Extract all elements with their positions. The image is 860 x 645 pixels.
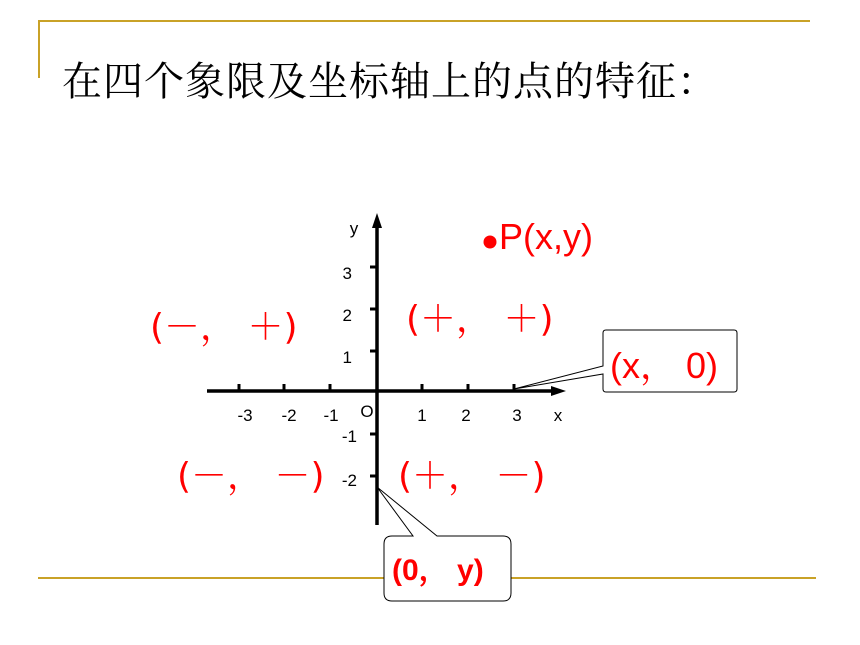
x-tick-label: -2	[281, 406, 297, 425]
x-tick-label: -3	[237, 406, 253, 425]
x-tick-label: 2	[461, 406, 471, 425]
quadrant-1-label: (＋， ＋)	[406, 299, 554, 340]
point-p-dot	[484, 236, 497, 249]
y-tick-label: 1	[342, 348, 352, 367]
x-axis-arrow-icon	[551, 386, 566, 396]
y-tick-label: 3	[342, 264, 352, 283]
slide-title: 在四个象限及坐标轴上的点的特征：	[62, 59, 718, 105]
y-tick-label: 2	[342, 306, 352, 325]
x-tick-label: -1	[323, 406, 339, 425]
quadrant-4-label: (＋， －)	[398, 456, 546, 497]
quadrant-3-label: (－， －)	[177, 456, 325, 497]
x-tick-label: 3	[512, 406, 522, 425]
y-axis-label: y	[349, 219, 359, 238]
x-axis-label: x	[553, 406, 563, 425]
y-tick-label: -2	[341, 471, 357, 490]
x-tick-label: 1	[417, 406, 427, 425]
y-axis-arrow-icon	[372, 213, 382, 228]
x-axis-callout-label: (x， 0)	[610, 345, 719, 386]
y-axis-callout-label: (0， y)	[392, 554, 484, 587]
origin-label: O	[360, 402, 374, 421]
point-p-label: P(x,y)	[499, 216, 593, 257]
y-tick-label: -1	[341, 427, 357, 446]
quadrant-2-label: (－， ＋)	[150, 307, 298, 348]
